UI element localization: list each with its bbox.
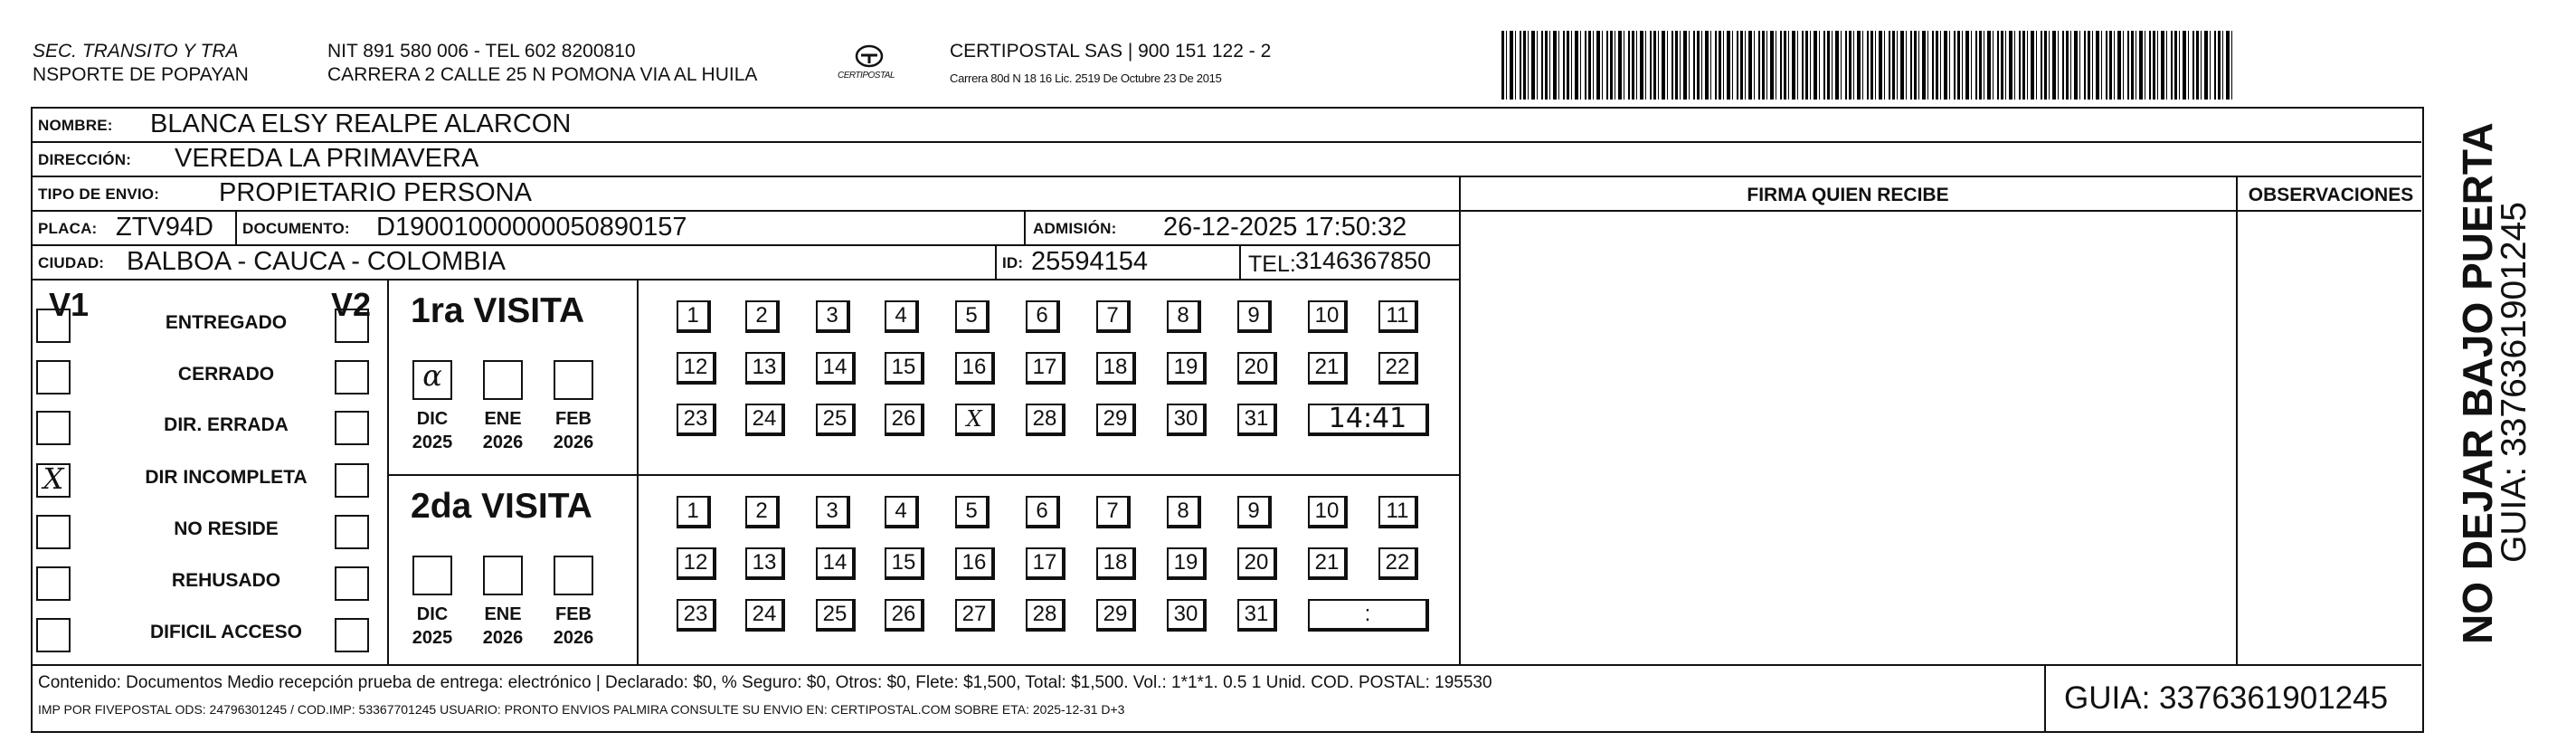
month-checkbox[interactable] (412, 556, 452, 595)
day-box[interactable]: 7 (1096, 496, 1131, 528)
month-checkbox[interactable] (483, 360, 523, 400)
id-value: 25594154 (1031, 247, 1149, 276)
status-label: DIR INCOMPLETA (145, 467, 308, 488)
day-box[interactable]: 25 (816, 599, 856, 632)
month-label (476, 407, 530, 454)
day-box[interactable]: 2 (745, 300, 780, 333)
day-box[interactable]: 11 (1378, 496, 1418, 528)
day-box[interactable]: 8 (1167, 496, 1201, 528)
ciudad-label: CIUDAD: (38, 254, 105, 271)
day-box[interactable]: 20 (1237, 547, 1277, 580)
month-checkbox[interactable] (554, 360, 593, 400)
day-box[interactable]: 21 (1308, 352, 1348, 385)
day-box[interactable]: 12 (677, 547, 716, 580)
month-name: DIC (416, 409, 449, 429)
day-box[interactable]: 17 (1026, 547, 1065, 580)
id-label: ID: (1002, 254, 1024, 271)
nombre-value: BLANCA ELSY REALPE ALARCON (150, 109, 572, 138)
day-box[interactable]: 15 (885, 352, 924, 385)
no-dejar-warning: NO DEJAR BAJO PUERTA (2454, 122, 2501, 644)
day-box[interactable]: 11 (1378, 300, 1418, 333)
logo-text: CERTIPOSTAL (838, 71, 895, 81)
footer-line1: Contenido: Documentos Medio recepción prueba de entrega: electrónico | Declarado: $0, % Seguro: $0, Otros: $0, Flete: $1,500, Total: $1,500. Vol.: 1*1*1. 0.5 1 Unid. COD. POSTAL: 195530 (38, 673, 1492, 692)
month-year: 2025 (412, 433, 453, 452)
status-label: DIR. ERRADA (164, 414, 289, 435)
day-box[interactable]: 14 (816, 547, 856, 580)
direccion-row (33, 143, 2421, 177)
v1-checkbox[interactable] (36, 309, 71, 343)
admision-label: ADMISIÓN: (1033, 220, 1117, 237)
day-box[interactable]: 1 (677, 300, 711, 333)
ciudad-value: BALBOA - CAUCA - COLOMBIA (127, 247, 506, 276)
day-box[interactable]: 28 (1026, 599, 1065, 632)
day-box[interactable]: 18 (1096, 352, 1136, 385)
time-box[interactable]: : (1308, 599, 1429, 632)
day-box[interactable]: 5 (955, 496, 990, 528)
month-label (546, 603, 601, 650)
org-name-line1: SEC. TRANSITO Y TRA (33, 41, 239, 62)
status-label: DIFICIL ACCESO (149, 622, 302, 642)
tipo-row (33, 177, 1459, 212)
day-box[interactable]: 6 (1026, 300, 1060, 333)
day-box[interactable]: 4 (885, 496, 919, 528)
day-box[interactable]: 29 (1096, 599, 1136, 632)
day-box[interactable]: 12 (677, 352, 716, 385)
status-label: NO RESIDE (174, 518, 279, 539)
v2-label: V2 (331, 286, 372, 323)
day-box[interactable]: 5 (955, 300, 990, 333)
day-box[interactable]: 30 (1167, 404, 1207, 436)
v1-check-mark: X (43, 461, 64, 496)
status-label: ENTREGADO (165, 312, 288, 333)
day-box[interactable]: 24 (745, 599, 785, 632)
day-box[interactable]: 9 (1237, 496, 1272, 528)
day-box[interactable]: 25 (816, 404, 856, 436)
direccion-value: VEREDA LA PRIMAVERA (175, 144, 479, 173)
day-box[interactable]: 30 (1167, 599, 1207, 632)
day-box[interactable]: 31 (1237, 404, 1277, 436)
month-checkbox[interactable] (554, 556, 593, 595)
day-box[interactable]: 10 (1308, 496, 1348, 528)
day-box[interactable]: 15 (885, 547, 924, 580)
month-name: DIC (416, 604, 449, 624)
tipo-label: TIPO DE ENVIO: (38, 185, 160, 203)
certipostal-logo (838, 42, 901, 83)
tipo-value: PROPIETARIO PERSONA (219, 178, 532, 207)
day-box[interactable]: 9 (1237, 300, 1272, 333)
v2-checkbox[interactable] (335, 463, 369, 498)
v2-checkbox[interactable] (335, 411, 369, 445)
org-name-line2: NSPORTE DE POPAYAN (33, 64, 249, 85)
company-line: CERTIPOSTAL SAS | 900 151 122 - 2 (950, 41, 1272, 62)
day-box[interactable]: 23 (677, 404, 716, 436)
v1-checkbox[interactable] (36, 360, 71, 395)
tel-label: TEL: (1248, 252, 1296, 277)
day-box[interactable]: 7 (1096, 300, 1131, 333)
month-year: 2026 (482, 433, 524, 452)
v1-checkbox[interactable] (36, 411, 71, 445)
month-name: FEB (555, 604, 592, 624)
day-box[interactable]: 20 (1237, 352, 1277, 385)
day-box[interactable]: 16 (955, 352, 995, 385)
month-name: ENE (484, 604, 522, 624)
day-box[interactable]: 4 (885, 300, 919, 333)
month-year: 2026 (553, 433, 594, 452)
month-label (405, 603, 459, 650)
day-box[interactable]: 10 (1308, 300, 1348, 333)
month-year: 2026 (482, 628, 524, 648)
ciudad-row (33, 246, 1459, 280)
direccion-label: DIRECCIÓN: (38, 151, 132, 168)
tel-value: 3146367850 (1295, 247, 1432, 274)
day-box[interactable]: 6 (1026, 496, 1060, 528)
day-box[interactable]: 3 (816, 300, 850, 333)
day-box[interactable]: 22 (1378, 547, 1418, 580)
day-box[interactable]: 8 (1167, 300, 1201, 333)
month-year: 2025 (412, 628, 453, 648)
documento-value: D19001000000050890157 (376, 213, 687, 242)
time-box[interactable]: 14:41 (1308, 404, 1429, 436)
placa-label: PLACA: (38, 220, 98, 237)
v2-checkbox[interactable] (335, 618, 369, 652)
day-box[interactable]: 22 (1378, 352, 1418, 385)
placa-value: ZTV94D (116, 213, 213, 242)
placa-row (33, 212, 1459, 246)
barcode (1501, 31, 2236, 100)
documento-label: DOCUMENTO: (242, 220, 350, 237)
v1-checkbox[interactable] (36, 618, 71, 652)
footer-guia: GUIA: 3376361901245 (2064, 680, 2389, 716)
admision-value: 26-12-2025 17:50:32 (1163, 213, 1407, 242)
v2-checkbox[interactable] (335, 309, 369, 343)
address-line: CARRERA 2 CALLE 25 N POMONA VIA AL HUILA (327, 64, 758, 85)
day-box[interactable]: 26 (885, 599, 924, 632)
side-guia: GUIA: 3376361901245 (2495, 202, 2533, 563)
month-label (405, 407, 459, 454)
day-box[interactable]: 13 (745, 352, 785, 385)
month-name: ENE (484, 409, 522, 429)
day-box[interactable]: 2 (745, 496, 780, 528)
month-checkbox[interactable] (412, 360, 452, 400)
day-box[interactable]: 3 (816, 496, 850, 528)
day-box[interactable]: 13 (745, 547, 785, 580)
day-box[interactable]: 26 (885, 404, 924, 436)
nombre-row (33, 109, 2421, 143)
day-box[interactable]: X (955, 404, 995, 436)
month-check-mark: α (422, 358, 442, 393)
day-box[interactable]: 28 (1026, 404, 1065, 436)
status-label: REHUSADO (171, 570, 281, 591)
v2-checkbox[interactable] (335, 360, 369, 395)
status-label: CERRADO (177, 364, 275, 385)
day-box[interactable]: 16 (955, 547, 995, 580)
day-box[interactable]: 19 (1167, 547, 1207, 580)
footer-line2: IMP POR FIVEPOSTAL ODS: 24796301245 / COD.IMP: 53367701245 USUARIO: PRONTO ENVIOS PALMIRA CONSULTE SU ENVIO EN: CERTIPOSTAL.COM SOBRE ETA: 2025-12-31 D+3 (38, 702, 1125, 717)
day-box[interactable]: 19 (1167, 352, 1207, 385)
month-name: FEB (555, 409, 592, 429)
v2-checkbox[interactable] (335, 515, 369, 549)
v1-checkbox[interactable] (36, 463, 71, 498)
company-sub: Carrera 80d N 18 16 Lic. 2519 De Octubre 23 De 2015 (950, 71, 1222, 85)
v1-checkbox[interactable] (36, 566, 71, 601)
day-box[interactable]: 24 (745, 404, 785, 436)
month-label (546, 407, 601, 454)
day-box[interactable]: 23 (677, 599, 716, 632)
month-label (476, 603, 530, 650)
nombre-label: NOMBRE: (38, 117, 113, 134)
nit-line: NIT 891 580 006 - TEL 602 8200810 (327, 41, 636, 62)
v1-checkbox[interactable] (36, 515, 71, 549)
month-checkbox[interactable] (483, 556, 523, 595)
observaciones-label: OBSERVACIONES (2248, 185, 2414, 205)
day-box[interactable]: 21 (1308, 547, 1348, 580)
day-box[interactable]: 18 (1096, 547, 1136, 580)
day-box[interactable]: 17 (1026, 352, 1065, 385)
firma-label: FIRMA QUIEN RECIBE (1747, 185, 1949, 205)
v1-label: V1 (49, 286, 90, 323)
day-box[interactable]: 27 (955, 599, 995, 632)
day-box[interactable]: 31 (1237, 599, 1277, 632)
v2-checkbox[interactable] (335, 566, 369, 601)
first-visit-title: 1ra VISITA (411, 291, 585, 330)
month-year: 2026 (553, 628, 594, 648)
day-box[interactable]: 1 (677, 496, 711, 528)
day-box[interactable]: 14 (816, 352, 856, 385)
delivery-form (31, 107, 2424, 733)
day-box[interactable]: 29 (1096, 404, 1136, 436)
second-visit-title: 2da VISITA (411, 487, 592, 526)
